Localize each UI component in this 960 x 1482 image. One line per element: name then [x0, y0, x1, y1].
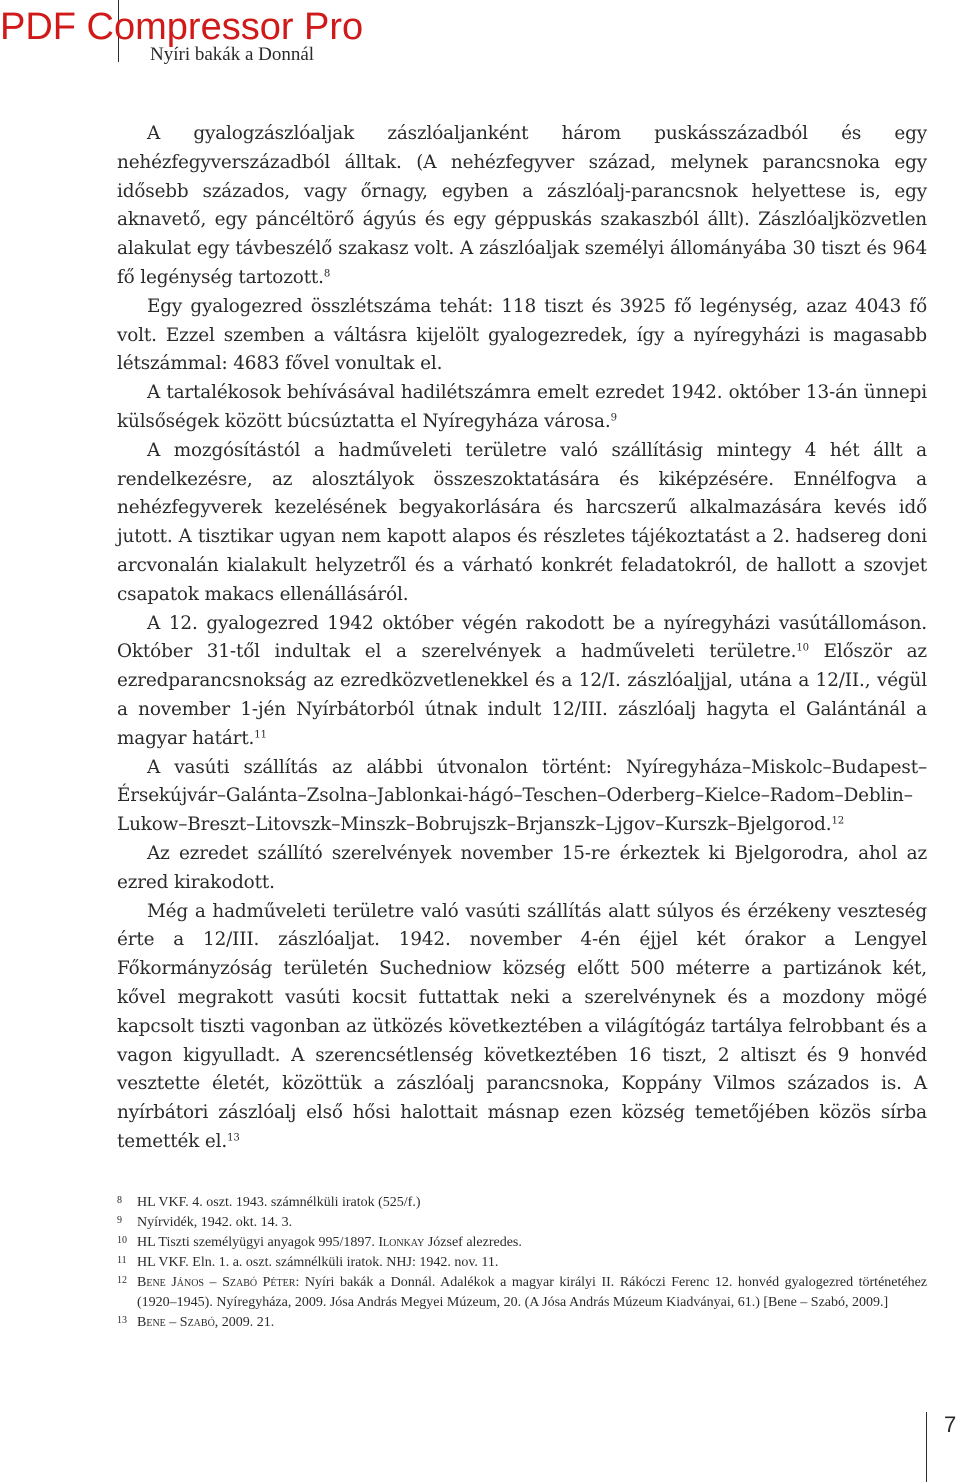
footnote-ref: 12	[831, 815, 845, 827]
footnote: 13 Bene – Szabó, 2009. 21.	[117, 1315, 275, 1330]
footnote-number: 12	[117, 1275, 127, 1286]
footnote-ref: 13	[227, 1132, 240, 1144]
footnote-number: 11	[117, 1255, 127, 1266]
footnote-number: 9	[117, 1215, 122, 1226]
footnote: 11 HL VKF. Eln. 1. a. oszt. számnélküli iratok. NHJ: 1942. nov. 11.	[117, 1255, 499, 1270]
paragraph: Még a hadműveleti területre való vasúti szállítás alatt súlyos és érzékeny veszteség érte a 12/III. zászlóaljat. 1942. november 4-én éjjel két órakor a Lengyel Főkormányzóság területén Suchedniow község előtt 500 méterre a partizánok két, kővel megrakott vasúti kocsit futtattak neki a szerelvénynek és a mozdony mögé kapcsolt tiszti vagonban az ütközés következtében a világítógáz tartálya felrobbant és a vagon kigyulladt. A szerencsétlenség következtében 16 tiszt, 2 altiszt és 9 honvéd vesztette életét, közöttük a zászlóalj parancsnoka, Koppány Vilmos százados is. A nyírbátori zászlóalj első hősi halottait másnap ezen község temetőjében közös sírba temették el.$^{13}$	[117, 900, 927, 1152]
footnote-ref: 10	[796, 642, 809, 654]
paragraph: Egy gyalogezred összlétszáma tehát: 118 tiszt és 3925 fő legénység, azaz 4043 fő volt. Ezzel szemben a váltásra kijelölt gyalogezredek, így a nyíregyházi is magasabb létszámmal: 4683 fővel vonultak el.	[117, 295, 927, 375]
footnote-ref: 11	[254, 729, 267, 741]
paragraph: A mozgósítástól a hadműveleti területre való szállításig mintegy 4 hét állt a rendelkezésre, az alosztályok összeszoktatására és kiképzésére. Ennélfogva a nehézfegyverek kezelésének begyakorlására és harcszerű alkalmazására kevés idő jutott. A tisztikar ugyan nem kapott alapos és részletes tájékoztatást a 2. hadsereg doni arcvonalán kialakult helyzetről és a várható konkrét feladatokról, de hallott a szovjet csapatok makacs ellenállásáról.	[117, 439, 927, 605]
paragraph: Az ezredet szállító szerelvények november 15-re érkeztek ki Bjelgorodra, ahol az ezred kirakodott.	[117, 842, 927, 893]
paragraph: A vasúti szállítás az alábbi útvonalon történt: Nyíregyháza–Miskolc–Budapest–Érsekújvár–Galánta–Zsolna–Jablonkai-hágó–Teschen–Oderberg–Kielce–Radom–Deblin–Lukow–Breszt–Litovszk–Minszk–Bobrujszk–Brjanszk–Ljgov–Kurszk–Bjelgorod.$^{12}$	[117, 756, 927, 836]
footnote-ref: 9	[610, 412, 617, 424]
running-head: Nyíri bakák a Donnál	[150, 44, 315, 65]
footnote-ref: 8	[323, 268, 331, 280]
footnote: 12 Bene János – Szabó Péter: Nyíri bakák a Donnál. Adalékok a magyar királyi II. Rákóczi Ferenc 12. honvéd gyalogezred történetéhez (1920–1945). Nyíregyháza, 2009. Jósa András Megyei Múzeum, 20. (A Jósa András Múzeum Kiadványai, 61.) [Bene – Szabó, 2009.]	[117, 1275, 928, 1310]
watermark-text: PDF Compressor Pro	[0, 6, 364, 48]
footnote-number: 10	[117, 1235, 127, 1246]
page-number: 7	[944, 1412, 957, 1437]
footnotes	[117, 1193, 927, 1333]
paragraph: A tartalékosok behívásával hadilétszámra emelt ezredet 1942. október 13-án ünnepi külsőségek között búcsúztatta el Nyíregyháza városa.$^9$	[117, 382, 927, 432]
footnote-number: 13	[117, 1315, 127, 1326]
paragraph: A 12. gyalogezred 1942 október végén rakodott be a nyíregyházi vasútállomáson. Október 31-től indultak el a szerelvények a hadműveleti területre.$^{10}$ Először az ezredparancsnokság az ezredközvetlenekkel és a 12/I. zászlóaljjal, utána a 12/II., végül a november 1-jén Nyírbátorból útnak indult 12/III. zászlóalj hagyta el Galántánál a magyar határt.$^{11}$	[117, 612, 927, 749]
paragraph: A gyalogzászlóaljak zászlóaljanként három puskásszázadból és egy nehézfegyverszázadból álltak. (A nehézfegyver század, melynek parancsnoka egy idősebb százados, vagy őrnagy, egyben a zászlóalj-parancsnok helyettese is, egy aknavető, egy páncéltörő ágyús és egy géppuskás szakaszból állt). Zászlóaljközvetlen alakulat egy távbeszélő szakasz volt. A zászlóaljak személyi állományába 30 tiszt és 964 fő legénység tartozott.$^8$	[117, 123, 927, 288]
footnote: 8 HL VKF. 4. oszt. 1943. számnélküli iratok (525/f.)	[117, 1195, 421, 1210]
body-text	[117, 120, 927, 1157]
footnote: 10 HL Tiszti személyügyi anyagok 995/1897. Ilonkay József alezredes.	[117, 1235, 522, 1250]
footnote-number: 8	[117, 1195, 122, 1206]
footer-rule	[926, 1412, 927, 1482]
footnote: 9 Nyírvidék, 1942. okt. 14. 3.	[117, 1215, 293, 1230]
